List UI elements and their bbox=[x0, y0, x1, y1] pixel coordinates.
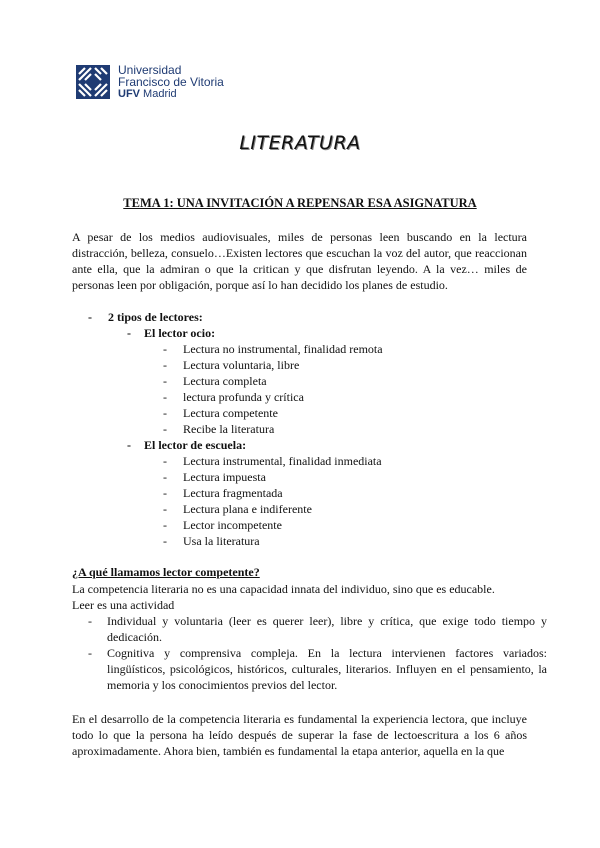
list-item bbox=[163, 373, 267, 389]
list-item bbox=[163, 517, 282, 533]
bullet-item bbox=[88, 645, 547, 693]
university-logo bbox=[76, 60, 224, 104]
list-item-text: Usa la literatura bbox=[183, 534, 260, 548]
logo-madrid: Madrid bbox=[140, 88, 177, 100]
list-item bbox=[163, 453, 382, 469]
bullet-text: Individual y voluntaria (leer es querer leer), libre y crítica, que exige todo tiempo y dedicación. bbox=[107, 614, 547, 644]
dash: - bbox=[163, 502, 167, 516]
dash: - bbox=[163, 454, 167, 468]
types-heading bbox=[88, 309, 203, 325]
list-item-text: Lectura fragmentada bbox=[183, 486, 283, 500]
dash: - bbox=[88, 646, 92, 660]
logo-ufv: UFV bbox=[118, 88, 140, 100]
dash: - bbox=[163, 486, 167, 500]
dash: - bbox=[163, 534, 167, 548]
list-item-text: Lectura no instrumental, finalidad remota bbox=[183, 342, 383, 356]
list-item-text: Lectura voluntaria, libre bbox=[183, 358, 300, 372]
list-item bbox=[163, 421, 274, 437]
dash: - bbox=[127, 438, 131, 452]
logo-line-2: Francisco de Vitoria bbox=[118, 75, 224, 89]
logo-line-3 bbox=[118, 88, 224, 100]
list-item bbox=[163, 485, 283, 501]
list-item-text: Lectura completa bbox=[183, 374, 267, 388]
list-item bbox=[163, 469, 266, 485]
list-item bbox=[163, 405, 278, 421]
dash: - bbox=[127, 326, 131, 340]
dash: - bbox=[163, 342, 167, 356]
group-title-text: El lector de escuela: bbox=[144, 438, 247, 452]
dash: - bbox=[163, 358, 167, 372]
intro-paragraph: A pesar de los medios audiovisuales, miles de personas leen buscando en la lectura distracción, belleza, consuelo…Existen lectores que escuchan la voz del autor, que reaccionan ante ella, que la admiran o que la critican y que disfrutan leyendo. A la vez… miles de personas leen por obligación, porque así lo han decidido los planes de estudio. bbox=[72, 230, 527, 292]
competence-line-2: Leer es una actividad bbox=[72, 598, 175, 612]
list-item-text: lectura profunda y crítica bbox=[183, 390, 304, 404]
dash: - bbox=[88, 310, 92, 324]
dash: - bbox=[163, 422, 167, 436]
list-item-text: Lector incompetente bbox=[183, 518, 282, 532]
competence-heading: ¿A qué llamamos lector competente? bbox=[72, 565, 260, 579]
list-item bbox=[163, 341, 383, 357]
group-title-text: El lector ocio: bbox=[144, 326, 216, 340]
topic-heading: TEMA 1: UNA INVITACIÓN A REPENSAR ESA ASIGNATURA bbox=[123, 196, 477, 210]
list-item bbox=[163, 357, 299, 373]
dash: - bbox=[163, 374, 167, 388]
bullet-item bbox=[88, 613, 547, 645]
closing-paragraph: En el desarrollo de la competencia literaria es fundamental la experiencia lectora, que incluye todo lo que la persona ha leído después de superar la fase de lectoescritura a los 6 años aproximadamente. Ahora bien, también es fundamental la etapa anterior, aquella en la que bbox=[72, 712, 527, 758]
list-item-text: Lectura competente bbox=[183, 406, 278, 420]
dash: - bbox=[163, 518, 167, 532]
competence-line-1: La competencia literaria no es una capacidad innata del individuo, sino que es educable. bbox=[72, 582, 495, 596]
ufv-logo-icon bbox=[76, 65, 110, 99]
logo-text bbox=[118, 64, 224, 100]
group-title-school bbox=[127, 437, 246, 453]
list-item-text: Lectura plana e indiferente bbox=[183, 502, 312, 516]
dash: - bbox=[88, 614, 92, 628]
dash: - bbox=[163, 390, 167, 404]
list-item-text: Recibe la literatura bbox=[183, 422, 275, 436]
list-item bbox=[163, 533, 260, 549]
list-item bbox=[163, 501, 312, 517]
types-heading-text: 2 tipos de lectores: bbox=[108, 310, 203, 324]
list-item-text: Lectura impuesta bbox=[183, 470, 266, 484]
group-title-leisure bbox=[127, 325, 215, 341]
list-item bbox=[163, 389, 304, 405]
dash: - bbox=[163, 470, 167, 484]
document-title: LITERATURA bbox=[239, 132, 361, 154]
logo-line-1: Universidad bbox=[118, 63, 182, 77]
dash: - bbox=[163, 406, 167, 420]
bullet-text: Cognitiva y comprensiva compleja. En la lectura intervienen factores variados: lingüísticos, psicológicos, históricos, culturales, literarios. Influyen en el pensamiento, la memoria y los conocimientos previos del lector. bbox=[107, 646, 547, 692]
list-item-text: Lectura instrumental, finalidad inmediata bbox=[183, 454, 382, 468]
